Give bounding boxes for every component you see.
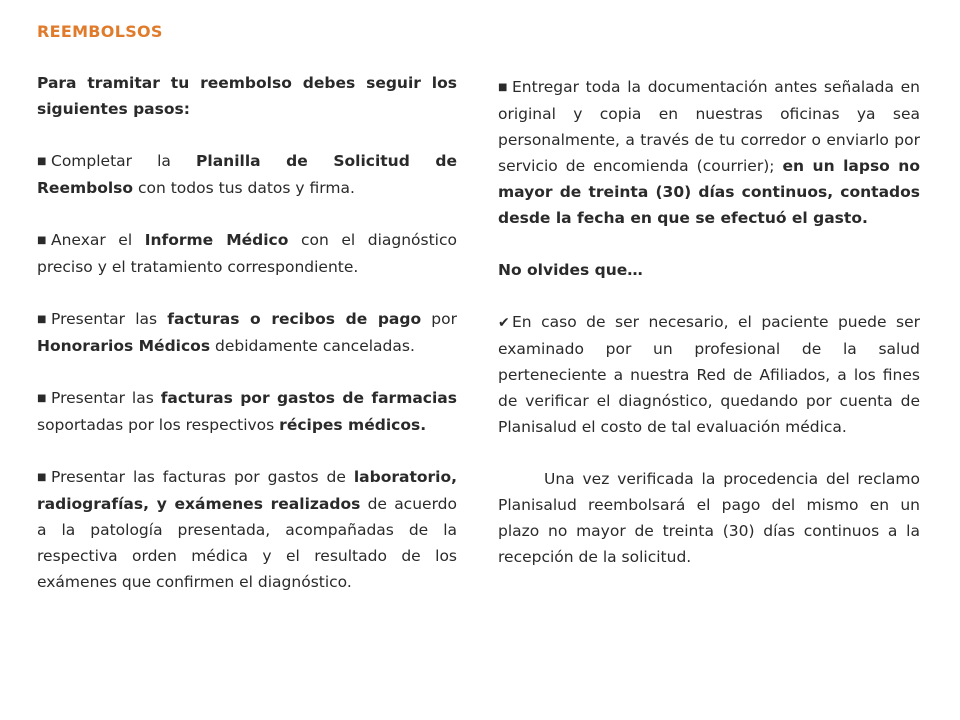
square-bullet-icon: ■ bbox=[37, 235, 47, 246]
square-bullet-icon: ■ bbox=[37, 393, 47, 404]
square-bullet-icon: ■ bbox=[37, 156, 47, 167]
remember-heading: No olvides que… bbox=[498, 261, 643, 279]
list-item-facturas-honorarios: ■ Presentar las facturas o recibos de pago por Honorarios Médicos debidamente canceladas. bbox=[37, 306, 457, 359]
square-bullet-icon: ■ bbox=[37, 314, 47, 325]
list-item-informe: ■ Anexar el Informe Médico con el diagnóstico preciso y el tratamiento correspondiente. bbox=[37, 227, 457, 280]
checked-note: ✔ En caso de ser necesario, el paciente puede ser examinado por un profesional de la salud perteneciente a nuestra Red de Afiliados, a los fines de verificar el diagnóstico, quedando por cuenta de Planisalud el costo de tal evaluación médica. bbox=[498, 309, 920, 440]
list-item-planilla: ■ Completar la Planilla de Solicitud de Reembolso con todos tus datos y firma. bbox=[37, 148, 457, 201]
list-item-entregar: ■ Entregar toda la documentación antes señalada en original y copia en nuestras oficinas ya sea personalmente, a través de tu corredor o enviarlo por servicio de encomienda (courrier); en un lapso no mayor de treinta (30) días continuos, contados desde la fecha en que se efectuó el gasto. bbox=[498, 74, 920, 231]
page-title: REEMBOLSOS bbox=[37, 22, 163, 41]
intro-text: Para tramitar tu reembolso debes seguir los siguientes pasos: bbox=[37, 74, 457, 118]
square-bullet-icon: ■ bbox=[37, 472, 47, 483]
list-item-laboratorio: ■ Presentar las facturas por gastos de laboratorio, radiografías, y exámenes realizados de acuerdo a la patología presentada, acompañadas de la respectiva orden médica y el resultado de los exámenes que confirmen el diagnóstico. bbox=[37, 464, 457, 595]
check-icon: ✔ bbox=[498, 315, 510, 331]
square-bullet-icon: ■ bbox=[498, 82, 508, 93]
left-column bbox=[37, 70, 457, 621]
list-item-farmacias: ■ Presentar las facturas por gastos de farmacias soportadas por los respectivos récipes médicos. bbox=[37, 385, 457, 438]
right-column bbox=[498, 74, 920, 596]
closing-paragraph: Una vez verificada la procedencia del reclamo Planisalud reembolsará el pago del mismo en un plazo no mayor de treinta (30) días continuos a la recepción de la solicitud. bbox=[498, 470, 920, 566]
